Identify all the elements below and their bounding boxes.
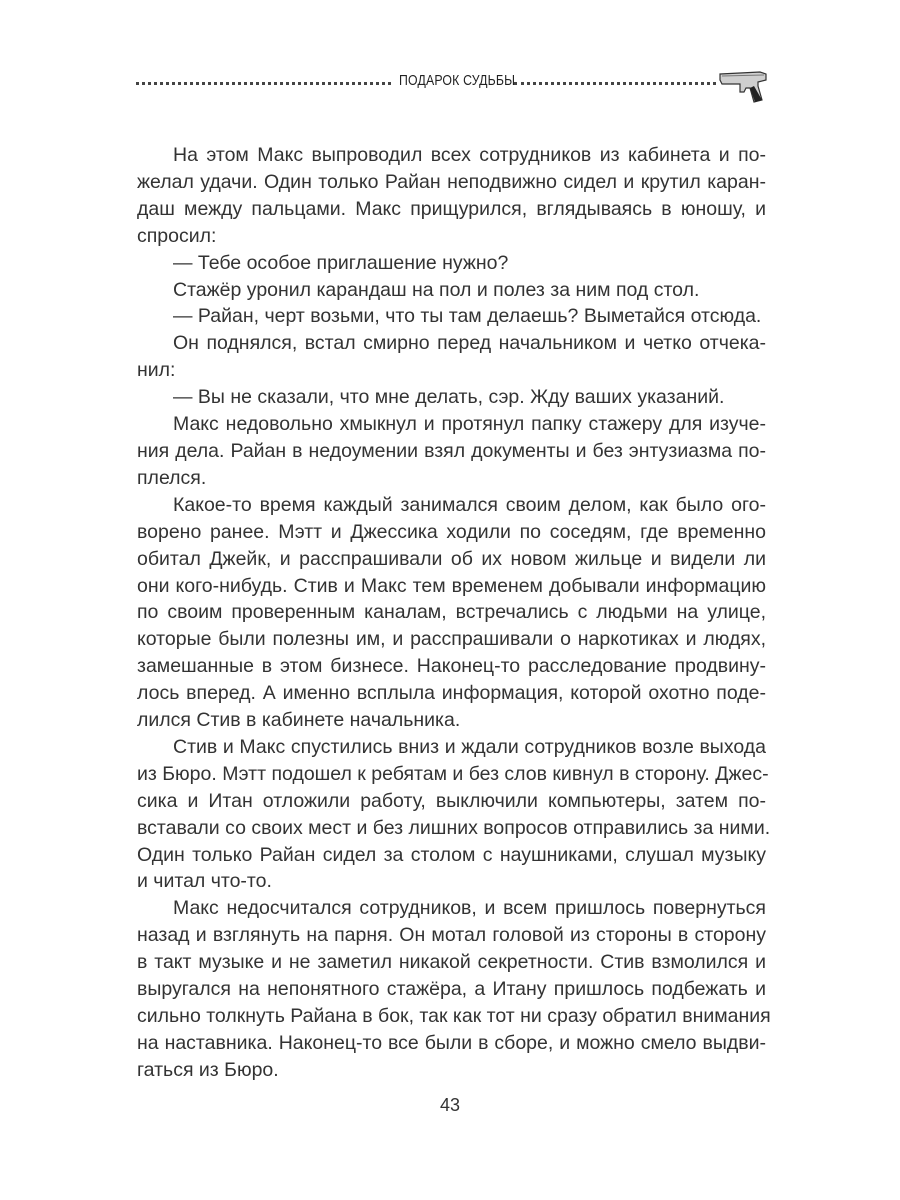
text-line: нил: <box>137 359 176 382</box>
running-title: ПОДАРОК СУДЬБЫ <box>399 72 516 89</box>
text-line: — Вы не сказали, что мне делать, сэр. Жду ваших указаний. <box>173 386 725 409</box>
text-line: Стажёр уронил карандаш на пол и полез за ним под стол. <box>173 278 700 301</box>
paragraph <box>137 384 766 411</box>
paragraph <box>137 142 766 250</box>
text-line: на наставника. Наконец-то все были в сборе, и можно смело выдви- <box>137 1031 766 1054</box>
text-line: которые были полезны им, и расспрашивали о наркотиках и людях, <box>137 628 766 651</box>
text-line: из Бюро. Мэтт подошел к ребятам и без слов кивнул в сторону. Джес- <box>137 762 769 785</box>
text-line: обитал Джейк, и расспрашивали об их новом жильце и видели ли <box>137 547 766 570</box>
text-line: сильно толкнуть Райана в бок, так как тот ни сразу обратил внимания <box>137 1005 771 1027</box>
text-line: вставали со своих мест и без лишних вопросов отправились за ними. <box>137 816 771 839</box>
text-line: по своим проверенным каналам, встречались с людьми на улице, <box>137 601 766 624</box>
paragraph <box>137 277 766 304</box>
text-line: сика и Итан отложили работу, выключили компьютеры, затем по- <box>137 789 766 812</box>
dotted-rule-right <box>514 82 716 85</box>
running-header <box>136 72 776 108</box>
pistol-icon <box>718 66 778 106</box>
text-line: лился Стив в кабинете начальника. <box>137 709 461 732</box>
text-line: На этом Макс выпроводил всех сотрудников из кабинета и по- <box>173 144 766 166</box>
text-line: ворено ранее. Мэтт и Джессика ходили по соседям, где временно <box>137 520 766 543</box>
text-line: они кого-нибудь. Стив и Макс тем временем добывали информацию <box>137 574 766 597</box>
text-line: в такт музыке и не заметил никакой секретности. Стив взмолился и <box>137 951 766 974</box>
paragraph <box>137 303 766 330</box>
text-line: плелся. <box>137 466 207 489</box>
text-line: желал удачи. Один только Райан неподвижно сидел и крутил каран- <box>137 170 766 193</box>
paragraph <box>137 734 771 895</box>
paragraph <box>137 895 771 1083</box>
paragraph <box>137 492 766 734</box>
text-line: и читал что-то. <box>137 870 272 893</box>
text-line: Стив и Макс спустились вниз и ждали сотрудников возле выхода <box>173 735 766 758</box>
text-line: Макс недосчитался сотрудников, и всем пришлось повернуться <box>173 897 766 920</box>
text-line: выругался на непонятного стажёра, а Итану пришлось подбежать и <box>137 978 766 1001</box>
text-line: назад и взглянуть на парня. Он мотал головой из стороны в сторону <box>137 924 766 947</box>
paragraph <box>137 411 766 492</box>
text-line: Он поднялся, встал смирно перед начальником и четко отчека- <box>173 332 766 355</box>
text-line: гаться из Бюро. <box>137 1058 279 1081</box>
page-number: 43 <box>439 1095 461 1115</box>
text-line: даш между пальцами. Макс прищурился, вглядываясь в юношу, и <box>137 197 766 220</box>
text-line: лось вперед. А именно всплыла информация, которой охотно поде- <box>137 682 766 705</box>
text-line: замешанные в этом бизнесе. Наконец-то расследование продвину- <box>137 655 766 678</box>
body-text <box>137 142 771 1084</box>
text-line: — Райан, черт возьми, что ты там делаешь? Выметайся отсюда. <box>173 305 762 328</box>
dotted-rule-left <box>136 82 391 85</box>
text-line: Один только Райан сидел за столом с наушниками, слушал музыку <box>137 843 766 866</box>
text-line: Макс недовольно хмыкнул и протянул папку стажеру для изуче- <box>173 413 766 436</box>
paragraph <box>137 330 766 384</box>
text-line: — Тебе особое приглашение нужно? <box>173 251 509 274</box>
text-line: Какое-то время каждый занимался своим делом, как было ого- <box>173 493 766 516</box>
text-line: ния дела. Райан в недоумении взял документы и без энтузиазма по- <box>137 439 766 462</box>
paragraph <box>137 250 766 277</box>
text-line: спросил: <box>137 224 217 247</box>
